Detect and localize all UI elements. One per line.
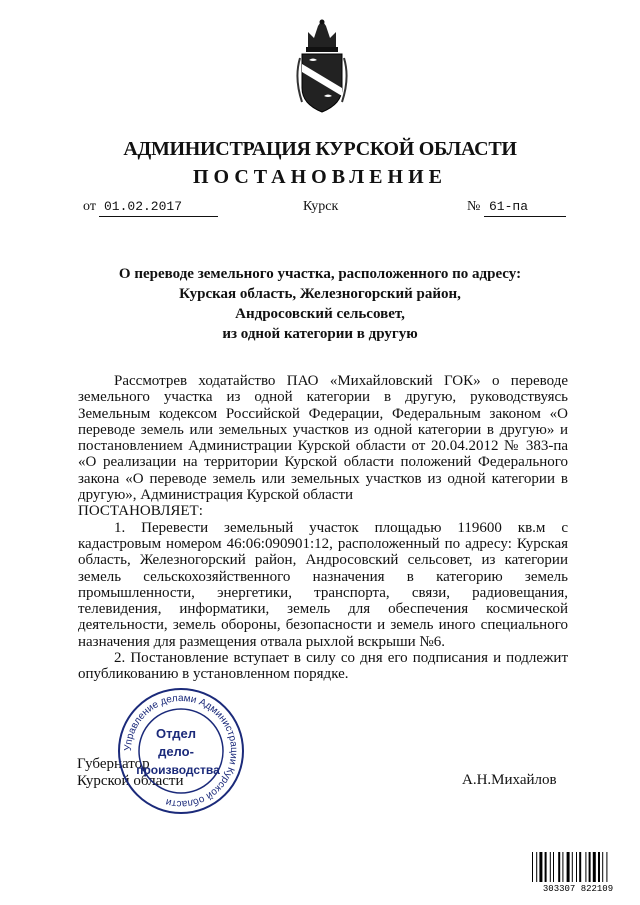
barcode-bar (576, 852, 577, 882)
barcode-number: 303307 822109 (542, 884, 614, 893)
number-underline (484, 216, 566, 217)
subject-line: О переводе земельного участка, расположенного по адресу: (118, 266, 522, 282)
document-body (78, 373, 568, 683)
document-number: 61-па (489, 199, 529, 214)
stamp-ring-text: Управление делами Администрации Курской области (122, 692, 240, 810)
subject-line: Курская область, Железногорский район, (179, 286, 461, 302)
barcode-bar (536, 852, 537, 882)
subject-line: из одной категории в другую (222, 326, 418, 342)
office-stamp (116, 686, 246, 816)
barcode-bar (589, 852, 591, 882)
barcode-bar (567, 852, 570, 882)
barcode-bar (602, 852, 603, 882)
date-underline (99, 216, 218, 217)
document-city: Курск (303, 199, 339, 214)
document-date: 01.02.2017 (104, 199, 183, 214)
document-type: ПОСТАНОВЛЕНИЕ (193, 166, 447, 188)
barcode-bar (532, 852, 533, 882)
barcode-bar (579, 852, 581, 882)
barcode-bar (539, 852, 542, 882)
barcode-bar (572, 852, 573, 882)
barcode-bar (593, 852, 596, 882)
subject-line: Андросовский сельсовет, (235, 306, 405, 322)
position-line: Курской области (77, 773, 184, 789)
organization-title: АДМИНИСТРАЦИЯ КУРСКОЙ ОБЛАСТИ (123, 138, 517, 160)
clause-2-paragraph: 2. Постановление вступает в силу со дня его подписания и подлежит опубликованию в установленном порядке. (78, 650, 568, 683)
document-subject (80, 264, 560, 344)
barcode-bar (562, 852, 563, 882)
stamp-line-1: Отдел (155, 726, 197, 741)
barcode-bar (553, 852, 554, 882)
resolves-heading: ПОСТАНОВЛЯЕТ: (78, 503, 203, 520)
barcode-bar (598, 852, 600, 882)
barcode-bar (606, 852, 607, 882)
signatory-name: А.Н.Михайлов (462, 772, 557, 788)
stamp-line-3: производства (136, 763, 220, 777)
coat-of-arms-emblem (294, 18, 350, 114)
number-label: № (467, 199, 481, 214)
barcode (530, 851, 626, 893)
stamp-line-2: дело- (158, 744, 194, 759)
preamble-paragraph: Рассмотрев ходатайство ПАО «Михайловский ГОК» о переводе земельного участка из одной категории в другую, руководствуясь Земельным кодексом Российской Федерации, Федеральным законом «О переводе земель или земельных участков из одной категории в другую» и постановлением Администрации Курской области от 20.04.2012 № 383-па «О реализации на территории Курской области положений Федерального закона «О переводе земель или земельных участков из одной категории в другую», Администрация Курской области (78, 373, 568, 504)
barcode-bar (550, 852, 551, 882)
position-line: Губернатор (77, 756, 150, 772)
barcode-bar (585, 852, 586, 882)
barcode-bar (545, 852, 547, 882)
clause-1-paragraph: 1. Перевести земельный участок площадью 119600 кв.м с кадастровым номером 46:06:090901:12, расположенный по адресу: Курская область, Железногорский район, Андросовский сельсовет, из категории земель сельскохозяйственного назначения в категорию земель промышленности, энергетики, транспорта, связи, радиовещания, телевидения, информатики, земель для обеспечения космической деятельности, земель обороны, безопасности и земель иного специального назначения для размещения отвала рыхлой вскрыши №6. (78, 519, 568, 650)
date-label: от (83, 199, 96, 214)
barcode-bar (558, 852, 560, 882)
